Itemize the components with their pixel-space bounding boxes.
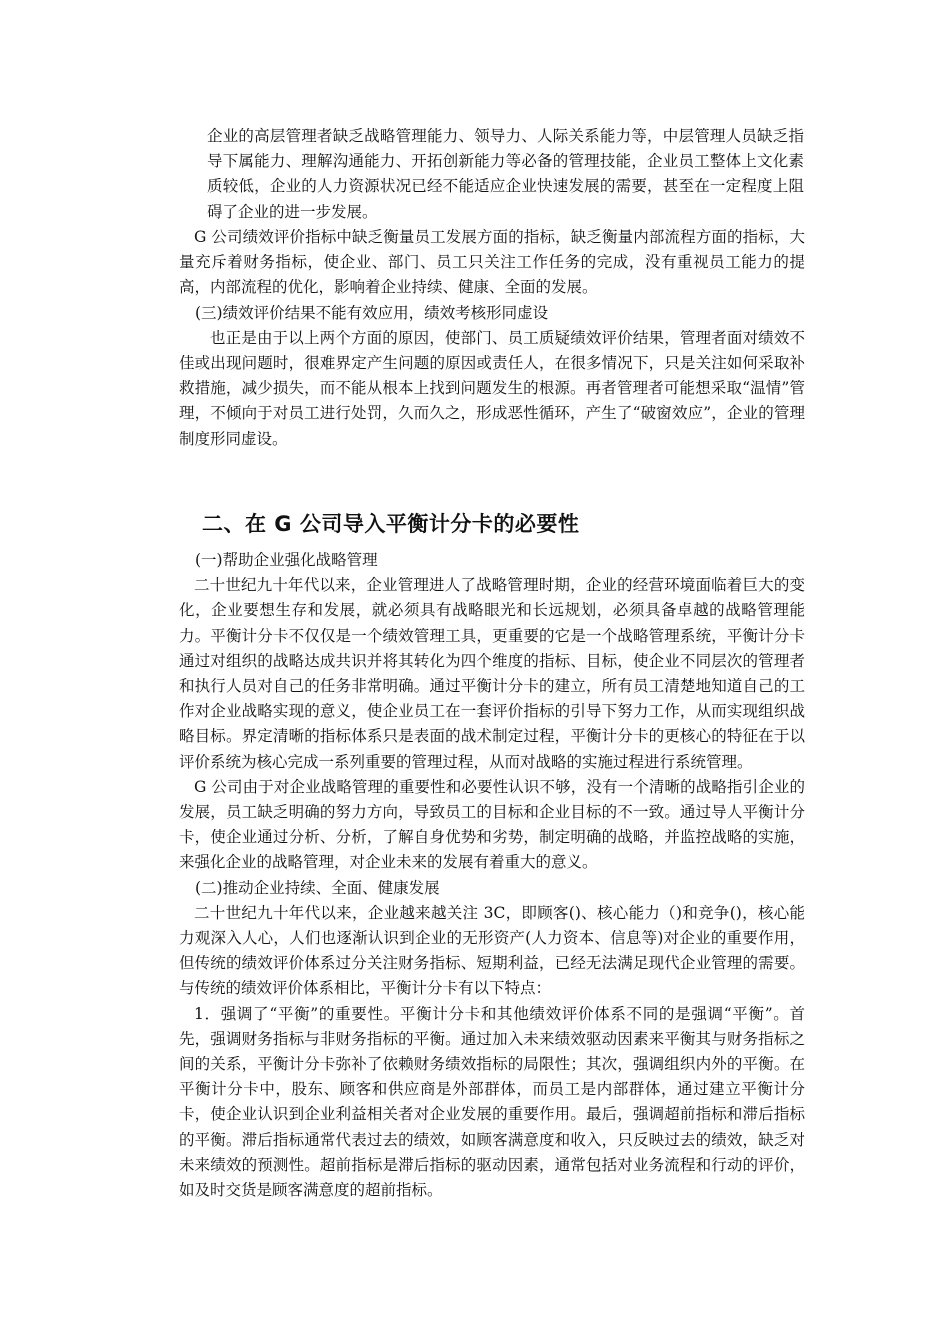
paragraph-point-1: 1．强调了“平衡”的重要性。平衡计分卡和其他绩效评价体系不同的是强调“平衡”。首先，强调财务指标与非财务指标的平衡。通过加入未来绩效驱动因素来平衡其与财务指标之间的关系，平衡计分卡弥补了依赖财务绩效指标的局限性；其次，强调组织内外的平衡。在平衡计分卡中，股东、顾客和供应商是外部群体，而员工是内部群体，通过建立平衡计分卡，使企业认识到企业利益相关者对企业发展的重要作用。最后，强调超前指标和滞后指标的平衡。滞后指标通常代表过去的绩效，如顾客满意度和收入，只反映过去的绩效，缺乏对未来绩效的预测性。超前指标是滞后指标的驱动因素，通常包括对业务流程和行动的评价，如及时交货是顾客满意度的超前指标。 <box>179 1004 805 1200</box>
top-paragraph <box>207 124 804 225</box>
paragraph-g-strategy: G 公司由于对企业战略管理的重要性和必要性认识不够，没有一个清晰的战略指引企业的发展，员工缺乏明确的努力方向，导致员工的目标和企业目标的不一致。通过导人平衡计分卡，使企业通过分析、分析，了解自身优势和劣势，制定明确的战略，并监控战略的实施，来强化企业的战略管理，对企业未来的发展有着重大的意义。 <box>179 777 805 872</box>
section-two-body <box>179 548 805 1203</box>
subsection-2-title: (二)推动企业持续、全面、健康发展 <box>195 878 440 897</box>
subsection-3-title: (三)绩效评价结果不能有效应用，绩效考核形同虚设 <box>195 303 549 322</box>
section-2-heading: 二、在 G 公司导入平衡计分卡的必要性 <box>202 512 580 536</box>
paragraph-strategy: 二十世纪九十年代以来，企业管理进人了战略管理时期，企业的经营环境面临着巨大的变化，企业要想生存和发展，就必须具有战略眼光和长远规划，必须具备卓越的战略管理能力。平衡计分卡不仅仅是一个绩效管理工具，更重要的它是一个战略管理系统，平衡计分卡通过对组织的战略达成共识并将其转化为四个维度的指标、目标，使企业不同层次的管理者和执行人员对自己的任务非常明确。通过平衡计分卡的建立，所有员工清楚地知道自己的工作对企业战略实现的意义，使企业员工在一套评价指标的引导下努力工作，从而实现组织战略目标。界定清晰的指标体系只是表面的战术制定过程，平衡计分卡的更核心的特征在于以评价系统为核心完成一系列重要的管理过程，从而对战略的实施过程进行系统管理。 <box>179 576 805 771</box>
section-one-continued <box>179 225 805 452</box>
paragraph-3c: 二十世纪九十年代以来，企业越来越关注 3C，即顾客()、核心能力（)和竞争()，核心能力观深入人心，人们也逐渐认识到企业的无形资产(人力资本、信息等)对企业的重要作用，但传统的绩效评价体系过分关注财务指标、短期利益，已经无法满足现代企业管理的需要。与传统的绩效评价体系相比，平衡计分卡有以下特点： <box>179 903 805 998</box>
subsection-1-title: (一)帮助企业强化战略管理 <box>195 551 378 569</box>
paragraph-results: 也正是由于以上两个方面的原因，使部门、员工质疑绩效评价结果，管理者面对绩效不佳或出现问题时，很难界定产生问题的原因或责任人，在很多情况下，只是关注如何采取补救措施，减少损失，而不能从根本上找到问题发生的根源。再者管理者可能想采取“温情”管理，不倾向于对员工进行处罚，久而久之，形成恶性循环，产生了“破窗效应”，企业的管理制度形同虚设。 <box>179 328 805 448</box>
paragraph-management-skills: 企业的高层管理者缺乏战略管理能力、领导力、人际关系能力等，中层管理人员缺乏指导下属能力、理解沟通能力、开拓创新能力等必备的管理技能，企业员工整体上文化素质较低，企业的人力资源状况已经不能适应企业快速发展的需要，甚至在一定程度上阻碍了企业的进一步发展。 <box>207 127 804 221</box>
paragraph-g-indicators: G 公司绩效评价指标中缺乏衡量员工发展方面的指标，缺乏衡量内部流程方面的指标，大量充斥着财务指标，使企业、部门、员工只关注工作任务的完成，没有重视员工能力的提高，内部流程的优化，影响着企业持续、健康、全面的发展。 <box>179 228 805 297</box>
